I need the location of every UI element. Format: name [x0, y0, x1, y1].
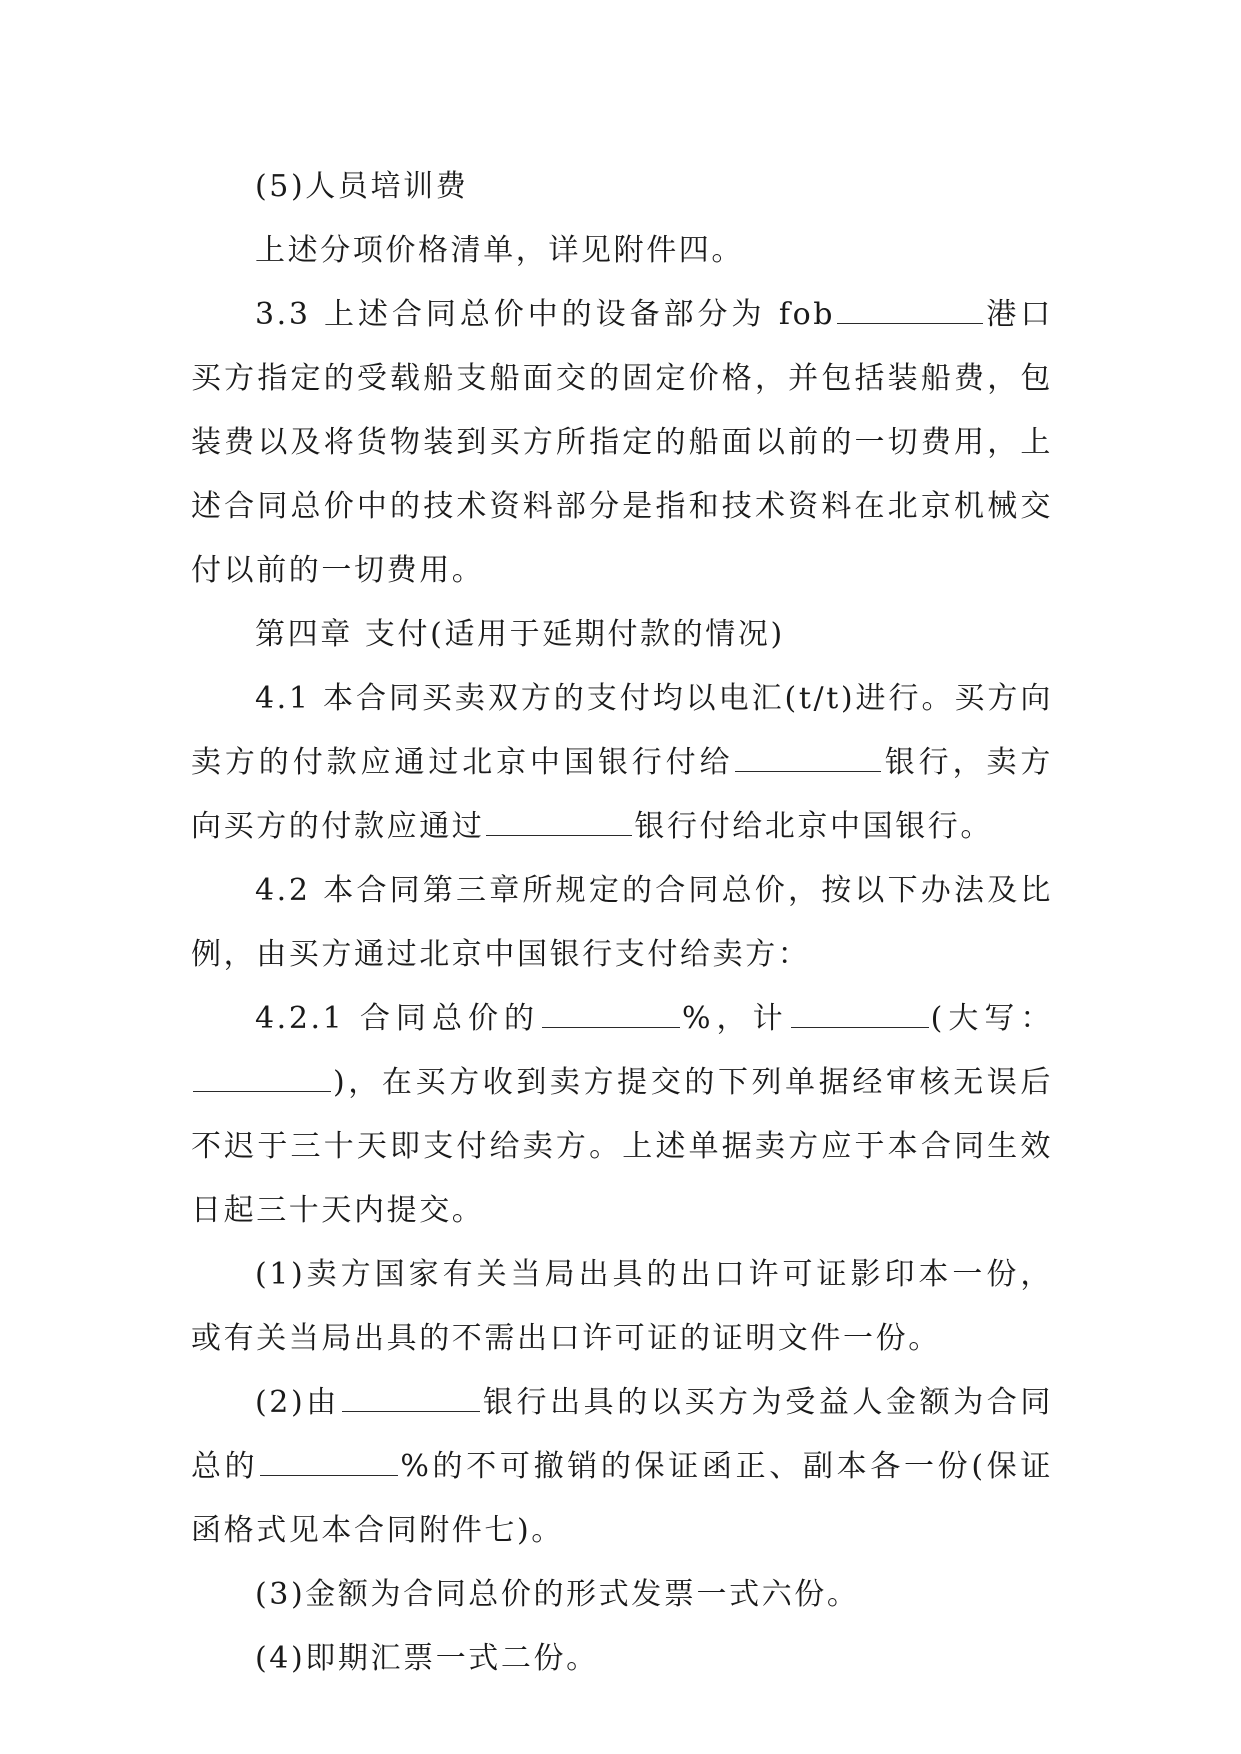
- fill-blank: [837, 301, 983, 324]
- paragraph-4-2-1: [191, 987, 1053, 1243]
- text-segment: 4.1 本合同买卖双方的支付均以电汇(t/t)进行。买方向卖方的付款应通过北京中国银行付给: [191, 681, 1053, 780]
- paragraph-price-list: 上述分项价格清单，详见附件四。: [255, 233, 744, 268]
- fill-blank: [260, 1453, 398, 1476]
- paragraph-4-2: 4.2 本合同第三章所规定的合同总价，按以下办法及比例，由买方通过北京中国银行支付给卖方：: [191, 873, 1053, 972]
- document-body: [191, 155, 1053, 1691]
- text-segment: (2)由: [255, 1385, 340, 1420]
- paragraph-3-3: [191, 283, 1053, 603]
- paragraph-item-4: (4)即期汇票一式二份。: [255, 1641, 599, 1676]
- paragraph-item-3: (3)金额为合同总价的形式发票一式六份。: [255, 1577, 860, 1612]
- text-segment: 4.2.1 合同总价的: [255, 1001, 541, 1036]
- text-segment: %的不可撤销的保证函正、副本各一份(保证函格式见本合同附件七)。: [191, 1449, 1053, 1548]
- paragraph-4-1: [191, 667, 1053, 859]
- fill-blank: [542, 1005, 680, 1028]
- fill-blank: [193, 1069, 331, 1092]
- paragraph-training-fee: (5)人员培训费: [255, 169, 469, 204]
- fill-blank: [735, 749, 881, 772]
- text-segment: %，计: [682, 1001, 789, 1036]
- text-segment: (大写：: [930, 1001, 1054, 1036]
- fill-blank: [342, 1389, 480, 1412]
- text-segment: )，在买方收到卖方提交的下列单据经审核无误后不迟于三十天即支付给卖方。上述单据卖方应于本合同生效日起三十天内提交。: [191, 1065, 1053, 1228]
- paragraph-item-2: [191, 1371, 1053, 1563]
- fill-blank: [486, 813, 632, 836]
- text-segment: 银行付给北京中国银行。: [634, 809, 994, 844]
- fill-blank: [791, 1005, 929, 1028]
- paragraph-item-1: (1)卖方国家有关当局出具的出口许可证影印本一份，或有关当局出具的不需出口许可证的证明文件一份。: [191, 1257, 1053, 1356]
- text-segment: 银行出具的以买方为受益人金额为合同总的: [191, 1385, 1053, 1484]
- text-segment: 港口买方指定的受载船支船面交的固定价格，并包括装船费，包装费以及将货物装到买方所指定的船面以前的一切费用，上述合同总价中的技术资料部分是指和技术资料在北京机械交付以前的一切费用。: [191, 297, 1053, 588]
- chapter-heading: 第四章 支付(适用于延期付款的情况): [255, 617, 785, 652]
- text-segment: 3.3 上述合同总价中的设备部分为 fob: [255, 297, 836, 332]
- text-segment: 银行，卖方向买方的付款应通过: [191, 745, 1053, 844]
